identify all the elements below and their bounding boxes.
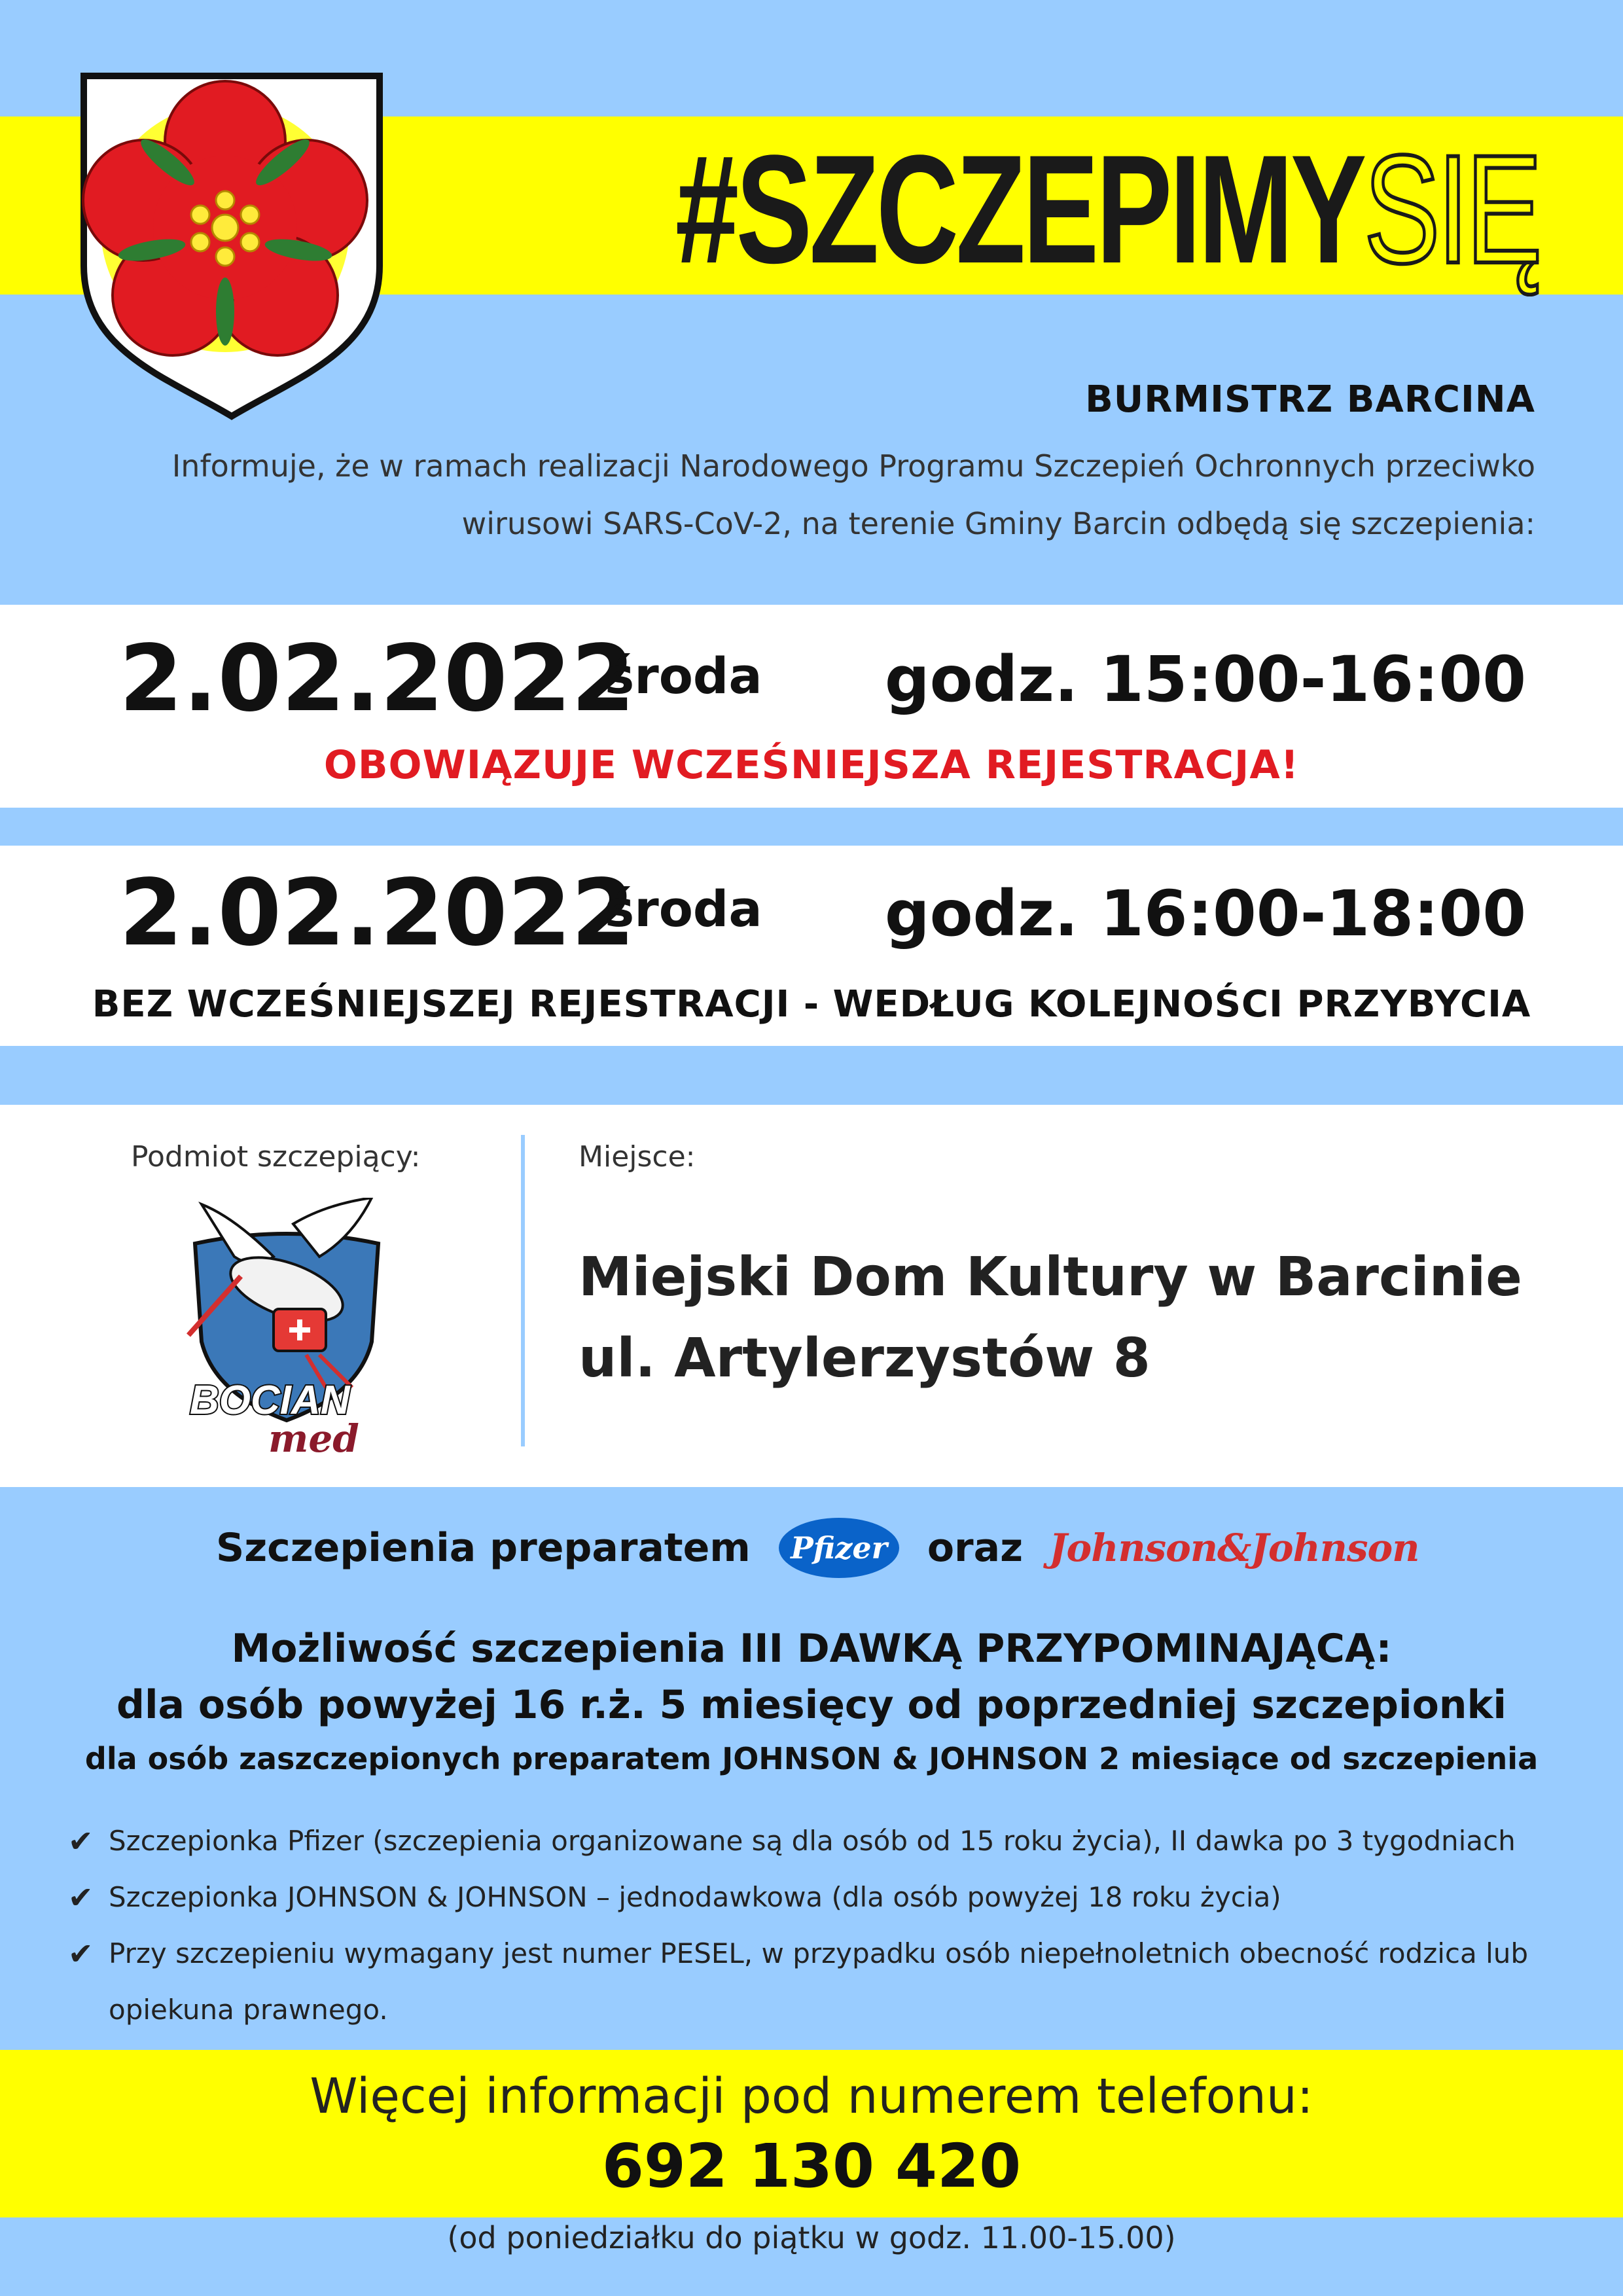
list-item: ✔ Szczepionka Pfizer (szczepienia organizowane są dla osób od 15 roku życia), II dawka po 3 tygodniach bbox=[68, 1813, 1573, 1869]
booster-line-2: dla osób powyżej 16 r.ż. 5 miesięcy od poprzedniej szczepionki bbox=[116, 1682, 1507, 1728]
footer-phone: 692 130 420 bbox=[601, 2131, 1022, 2201]
hashtag-main: #SZCZEPIMY bbox=[675, 123, 1364, 296]
bocian-med-logo-icon bbox=[175, 1198, 398, 1460]
intro-text: Informuje, że w ramach realizacji Narodowego Programu Szczepień Ochronnych przeciwko wirusowi SARS-CoV-2, na terenie Gminy Barcin odbędą się szczepienia: bbox=[171, 448, 1535, 541]
list-item: ✔ Szczepionka JOHNSON & JOHNSON – jednodawkowa (dla osób powyżej 18 roku życia) bbox=[68, 1869, 1573, 1926]
session-2-time: godz. 16:00-18:00 bbox=[884, 877, 1526, 950]
med-logo-word: med bbox=[268, 1416, 359, 1460]
pfizer-logo-icon bbox=[777, 1515, 901, 1581]
jj-logo: Johnson&Johnson bbox=[1049, 1526, 1419, 1570]
place-street: ul. Artylerzystów 8 bbox=[579, 1327, 1150, 1390]
checkmark-icon: ✔ bbox=[68, 1880, 94, 1915]
info-bullet-list bbox=[68, 1813, 1573, 2038]
session-1-time: godz. 15:00-16:00 bbox=[884, 643, 1526, 716]
vaccines-prefix: Szczepienia preparatem bbox=[216, 1525, 751, 1571]
footer-info: Więcej informacji pod numerem telefonu: bbox=[310, 2068, 1313, 2125]
hashtag-headline bbox=[675, 123, 1539, 296]
issuer-title: BURMISTRZ BARCINA bbox=[1085, 378, 1535, 421]
bocian-logo-word: BOCIAN bbox=[190, 1378, 350, 1423]
checkmark-icon: ✔ bbox=[68, 1823, 94, 1859]
session-2-note: BEZ WCZEŚNIEJSZEJ REJESTRACJI - WEDŁUG KOLEJNOŚCI PRZYBYCIA bbox=[92, 983, 1531, 1026]
checkmark-icon: ✔ bbox=[68, 1936, 94, 1971]
session-1-day: środa bbox=[605, 647, 762, 705]
hashtag-outline: SIĘ bbox=[1363, 123, 1539, 296]
place-divider bbox=[521, 1135, 525, 1446]
place-name: Miejski Dom Kultury w Barcinie bbox=[579, 1246, 1522, 1308]
vaccines-conjunction: oraz bbox=[927, 1525, 1024, 1571]
footer-hours: (od poniedziałku do piątku w godz. 11.00-15.00) bbox=[447, 2220, 1176, 2255]
vaccines-line bbox=[216, 1512, 1419, 1584]
session-2-day: środa bbox=[605, 880, 762, 938]
session-2-date: 2.02.2022 bbox=[119, 860, 635, 967]
booster-line-3: dla osób zaszczepionych preparatem JOHNSON & JOHNSON 2 miesiące od szczepienia bbox=[84, 1741, 1539, 1776]
list-item: ✔ Przy szczepieniu wymagany jest numer PESEL, w przypadku osób niepełnoletnich obecność rodzica lub opiekuna prawnego. bbox=[68, 1926, 1573, 2038]
pfizer-logo-text: Pfizer bbox=[790, 1530, 887, 1566]
provider-label: Podmiot szczepiący: bbox=[131, 1140, 421, 1174]
place-label: Miejsce: bbox=[579, 1140, 696, 1174]
session-1-note: OBOWIĄZUJE WCZEŚNIEJSZA REJESTRACJA! bbox=[323, 742, 1300, 788]
coat-of-arms-icon bbox=[75, 69, 389, 423]
booster-line-1: Możliwość szczepienia III DAWKĄ PRZYPOMINAJĄCĄ: bbox=[231, 1626, 1392, 1672]
place-address bbox=[579, 1237, 1522, 1399]
session-1-date: 2.02.2022 bbox=[119, 626, 635, 732]
